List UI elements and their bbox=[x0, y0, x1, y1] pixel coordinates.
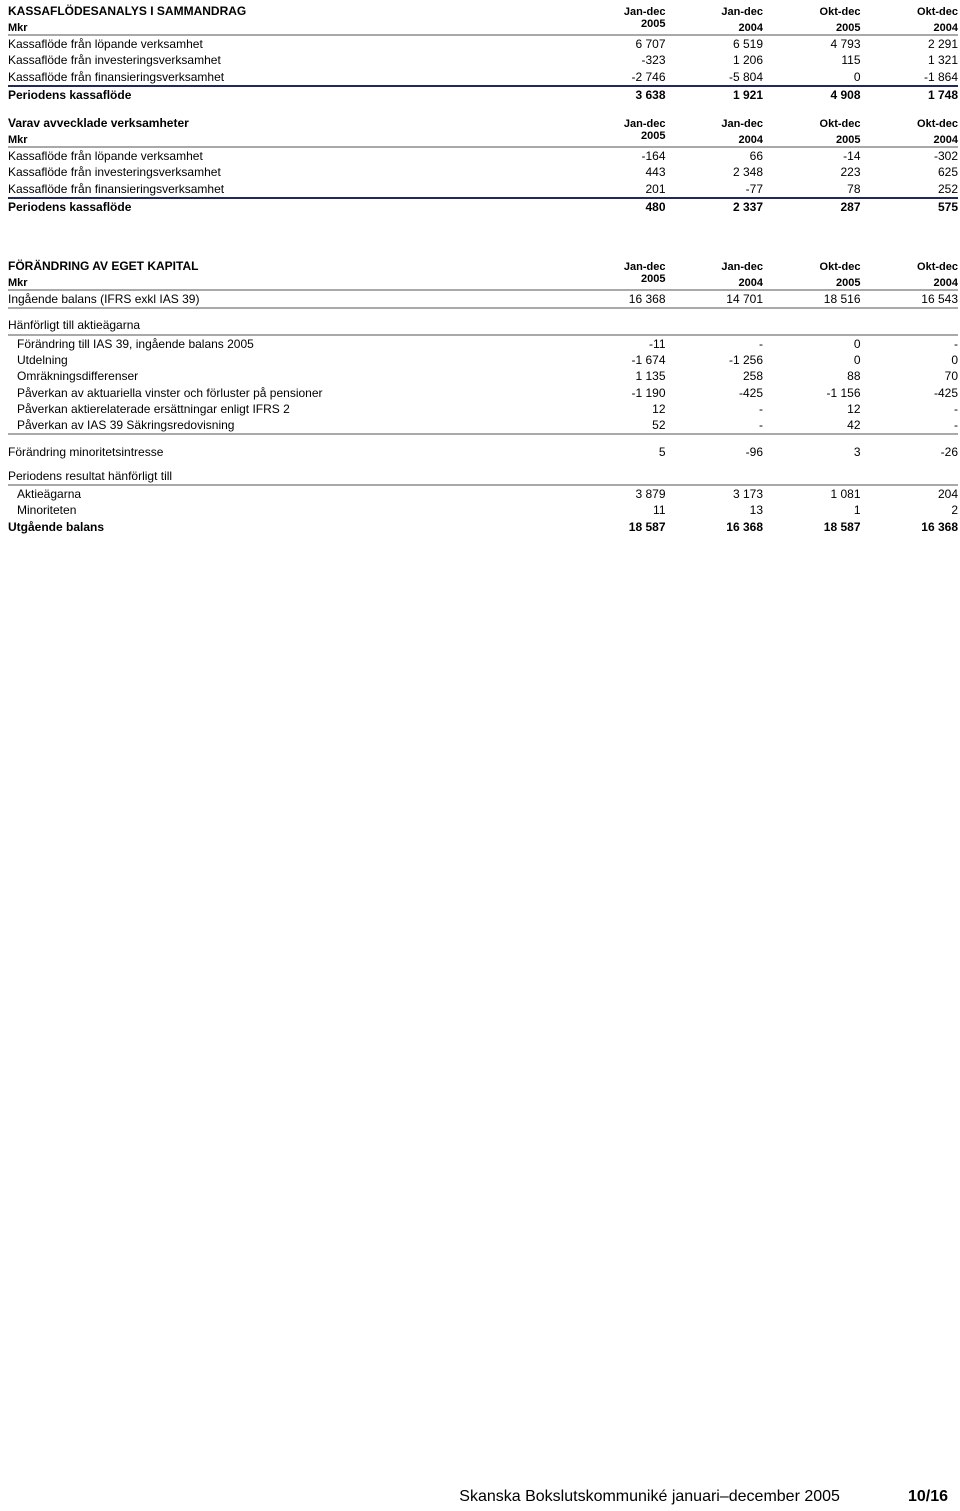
cell-value: 16 543 bbox=[861, 290, 959, 308]
cell-value: 3 879 bbox=[568, 485, 666, 502]
cell-value: 1 748 bbox=[861, 86, 959, 103]
row-label: Minoriteten bbox=[17, 503, 77, 518]
row-label: Utgående balans bbox=[8, 519, 105, 534]
column-period: Okt-dec bbox=[917, 261, 958, 273]
cell-value: - bbox=[861, 335, 959, 352]
cell-value: 16 368 bbox=[921, 519, 958, 534]
cell-value: - bbox=[954, 418, 958, 433]
cell-value: 2 bbox=[951, 503, 958, 518]
column-period: Jan-dec bbox=[721, 261, 763, 273]
cell-value: 52 bbox=[652, 418, 666, 433]
table-row bbox=[8, 485, 958, 502]
column-year: 2005 bbox=[641, 273, 666, 285]
cell-value: 1 921 bbox=[666, 86, 764, 103]
cell-value: -77 bbox=[745, 181, 763, 196]
column-year: 2004 bbox=[933, 134, 958, 146]
column-year: 2005 bbox=[836, 277, 861, 289]
cell-value: 66 bbox=[666, 147, 764, 164]
row-label: Omräkningsdifferenser bbox=[17, 369, 139, 384]
row-subheading: Hänförligt till aktieägarna bbox=[8, 318, 141, 333]
cell-value: -425 bbox=[933, 385, 958, 400]
table-row bbox=[8, 69, 958, 86]
cell-value: -323 bbox=[641, 53, 666, 68]
column-year: 2005 bbox=[836, 22, 861, 34]
cell-value: 625 bbox=[937, 165, 958, 180]
cell-value: - bbox=[759, 418, 763, 433]
table-row bbox=[8, 181, 958, 198]
cell-value: -96 bbox=[745, 444, 763, 459]
row-subheading: Periodens resultat hänförligt till bbox=[8, 468, 173, 483]
cell-value: 78 bbox=[847, 181, 861, 196]
cell-value: -1 190 bbox=[631, 385, 666, 400]
cell-value: 6 707 bbox=[568, 35, 666, 52]
row-label: Kassaflöde från finansieringsverksamhet bbox=[8, 69, 225, 84]
unit-label: Mkr bbox=[8, 22, 28, 34]
cell-value: 70 bbox=[944, 369, 958, 384]
cell-value: - bbox=[666, 335, 764, 352]
cell-value: - bbox=[954, 401, 958, 416]
subheading-row bbox=[8, 468, 958, 485]
cell-value: 204 bbox=[861, 485, 959, 502]
row-label: Kassaflöde från investeringsverksamhet bbox=[8, 53, 221, 68]
row-label: Påverkan av IAS 39 Säkringsredovisning bbox=[17, 418, 235, 433]
unit-label: Mkr bbox=[8, 134, 28, 146]
column-period: Okt-dec bbox=[819, 6, 861, 18]
cell-value: 4 908 bbox=[763, 86, 861, 103]
cell-value: 201 bbox=[645, 181, 666, 196]
row-label: Påverkan av aktuariella vinster och förluster på pensioner bbox=[17, 385, 323, 400]
cell-value: 443 bbox=[645, 165, 666, 180]
cell-value: 1 135 bbox=[635, 369, 666, 384]
row-label: Kassaflöde från finansieringsverksamhet bbox=[8, 181, 225, 196]
column-year: 2004 bbox=[933, 22, 958, 34]
cell-value: 11 bbox=[653, 503, 666, 518]
table-row bbox=[8, 290, 958, 308]
row-label: Kassaflöde från löpande verksamhet bbox=[8, 147, 568, 164]
table-row bbox=[8, 352, 958, 368]
cell-value: 5 bbox=[658, 444, 666, 459]
section-title: Varav avvecklade verksamheter bbox=[8, 116, 189, 130]
page-number: 10/16 bbox=[907, 1488, 948, 1505]
footer-text: Skanska Bokslutskommuniké januari–december 2005 bbox=[459, 1488, 840, 1505]
row-label: Förändring minoritetsintresse bbox=[8, 444, 164, 459]
cell-value: 2 337 bbox=[666, 198, 764, 215]
cell-value: 88 bbox=[847, 369, 861, 384]
column-year: 2005 bbox=[836, 134, 861, 146]
column-year: 2004 bbox=[738, 134, 763, 146]
cell-value: -1 156 bbox=[826, 385, 861, 400]
section-title: FÖRÄNDRING AV EGET KAPITAL bbox=[8, 259, 199, 273]
column-period: Okt-dec bbox=[819, 118, 861, 130]
row-label: Utdelning bbox=[17, 353, 68, 368]
cell-value: 13 bbox=[749, 503, 763, 518]
table-row bbox=[8, 417, 958, 434]
cell-value: 575 bbox=[861, 198, 959, 215]
cell-value: 16 368 bbox=[568, 290, 666, 308]
cell-value: 3 bbox=[853, 444, 861, 459]
cell-value: -164 bbox=[568, 147, 666, 164]
cell-value: - bbox=[759, 401, 763, 416]
cell-value: 18 516 bbox=[763, 290, 861, 308]
cell-value: -302 bbox=[861, 147, 959, 164]
cell-value: 1 bbox=[853, 503, 861, 518]
row-label: Kassaflöde från investeringsverksamhet bbox=[8, 165, 221, 180]
cell-value: -1 674 bbox=[631, 353, 666, 368]
table-row bbox=[8, 443, 958, 459]
cell-value: 115 bbox=[841, 53, 861, 68]
section-title: KASSAFLÖDESANALYS I SAMMANDRAG bbox=[8, 4, 247, 18]
table-row bbox=[8, 368, 958, 384]
cell-value: -11 bbox=[568, 335, 666, 352]
cell-value: 18 587 bbox=[823, 519, 861, 534]
column-year: 2005 bbox=[641, 18, 666, 30]
cell-value: 14 701 bbox=[666, 290, 764, 308]
cell-value: 16 368 bbox=[726, 519, 763, 534]
subheading-row bbox=[8, 317, 958, 334]
cell-value: 287 bbox=[763, 198, 861, 215]
total-row bbox=[8, 519, 958, 535]
column-period: Okt-dec bbox=[917, 118, 958, 130]
cell-value: 0 bbox=[853, 353, 861, 368]
column-period: Jan-dec bbox=[623, 6, 666, 18]
total-row bbox=[8, 198, 958, 215]
cashflow-summary-table bbox=[8, 2, 958, 103]
cell-value: -2 746 bbox=[631, 69, 666, 84]
cell-value: 223 bbox=[840, 165, 861, 180]
cell-value: 6 519 bbox=[666, 35, 764, 52]
column-period: Okt-dec bbox=[917, 6, 958, 18]
column-year: 2005 bbox=[641, 130, 666, 142]
row-label: Aktieägarna bbox=[8, 485, 568, 502]
column-year: 2004 bbox=[738, 22, 763, 34]
unit-label: Mkr bbox=[8, 277, 28, 289]
cell-value: 0 bbox=[853, 69, 861, 84]
total-row bbox=[8, 86, 958, 103]
table-row bbox=[8, 147, 958, 164]
cell-value: -1 256 bbox=[728, 353, 763, 368]
cell-value: -26 bbox=[940, 444, 958, 459]
cell-value: 4 793 bbox=[763, 35, 861, 52]
table-row bbox=[8, 164, 958, 180]
cell-value: -425 bbox=[738, 385, 763, 400]
cell-value: 1 081 bbox=[763, 485, 861, 502]
row-label: Periodens kassaflöde bbox=[8, 86, 568, 103]
table-row bbox=[8, 384, 958, 400]
equity-changes-table bbox=[8, 257, 958, 535]
table-row bbox=[8, 35, 958, 52]
column-period: Jan-dec bbox=[721, 118, 763, 130]
cell-value: -14 bbox=[763, 147, 861, 164]
cell-value: 12 bbox=[847, 401, 861, 416]
column-year: 2004 bbox=[738, 277, 763, 289]
cell-value: 1 206 bbox=[732, 53, 763, 68]
row-label: Periodens kassaflöde bbox=[8, 198, 568, 215]
table-row bbox=[8, 502, 958, 518]
cell-value: 3 638 bbox=[568, 86, 666, 103]
cell-value: 18 587 bbox=[628, 519, 666, 534]
column-period: Jan-dec bbox=[623, 261, 666, 273]
column-year: 2004 bbox=[933, 277, 958, 289]
row-label: Påverkan aktierelaterade ersättningar enligt IFRS 2 bbox=[17, 401, 290, 416]
page-footer bbox=[0, 1488, 948, 1506]
cell-value: 3 173 bbox=[666, 485, 764, 502]
cell-value: 2 348 bbox=[732, 165, 763, 180]
column-period: Jan-dec bbox=[623, 118, 666, 130]
cell-value: 252 bbox=[937, 181, 958, 196]
cell-value: 1 321 bbox=[927, 53, 958, 68]
row-label: Förändring till IAS 39, ingående balans 2005 bbox=[8, 335, 568, 352]
cell-value: 0 bbox=[951, 353, 958, 368]
table-row bbox=[8, 52, 958, 68]
column-period: Jan-dec bbox=[721, 6, 763, 18]
table-row bbox=[8, 335, 958, 352]
table-row bbox=[8, 401, 958, 417]
cell-value: 12 bbox=[652, 401, 666, 416]
column-period: Okt-dec bbox=[819, 261, 861, 273]
cell-value: 480 bbox=[568, 198, 666, 215]
row-label: Kassaflöde från löpande verksamhet bbox=[8, 35, 568, 52]
cell-value: 258 bbox=[742, 369, 763, 384]
cell-value: 42 bbox=[847, 418, 861, 433]
cell-value: -5 804 bbox=[728, 69, 763, 84]
cell-value: 0 bbox=[763, 335, 861, 352]
discontinued-operations-table bbox=[8, 114, 958, 215]
cell-value: -1 864 bbox=[923, 69, 958, 84]
cell-value: 2 291 bbox=[861, 35, 959, 52]
row-label: Ingående balans (IFRS exkl IAS 39) bbox=[8, 290, 568, 308]
